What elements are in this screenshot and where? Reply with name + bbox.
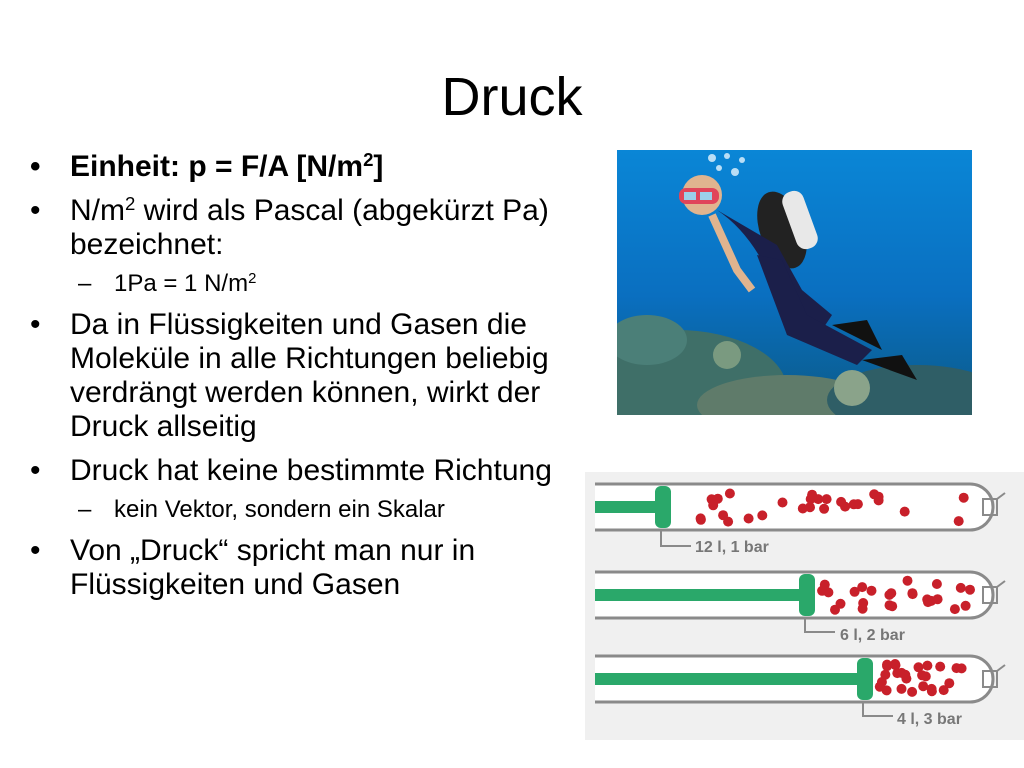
- subbullet-pa-superscript: 2: [248, 270, 257, 287]
- cylinder-label-2: 6 l, 2 bar: [840, 627, 905, 644]
- cylinder-1-rod: [595, 501, 661, 513]
- cylinder-2-molecule: [867, 586, 877, 596]
- cylinder-3-molecule: [897, 684, 907, 694]
- cylinder-1-molecule: [798, 504, 808, 514]
- slide-title: Druck: [441, 67, 583, 127]
- cylinder-3-molecule: [882, 685, 892, 695]
- cylinder-1-molecule: [954, 516, 964, 526]
- cylinder-3-molecule: [935, 662, 945, 672]
- cylinder-2-molecule: [850, 587, 860, 597]
- cylinder-3-molecule: [877, 677, 887, 687]
- cylinder-2-molecule: [858, 604, 868, 614]
- cylinder-3-molecule: [927, 686, 937, 696]
- bullet-unit-superscript: 2: [363, 148, 374, 170]
- cylinder-3-rod: [595, 673, 863, 685]
- bullet-richtung: • Druck hat keine bestimmte Richtung: [30, 454, 600, 488]
- cylinder-2-molecule: [926, 596, 936, 606]
- bullet-allseitig: • Da in Flüssigkeiten und Gasen die Moleküle in alle Richtungen beliebig verdrängt werden können, wirkt der Druck allseitig: [30, 308, 600, 444]
- cylinder-label-3: 4 l, 3 bar: [897, 711, 962, 728]
- cylinder-1-molecule: [713, 494, 723, 504]
- cylinder-1-molecule: [725, 489, 735, 499]
- subbullet-pa-definition: [30, 270, 600, 298]
- cylinder-1-molecule: [778, 498, 788, 508]
- cylinder-2-molecule: [820, 580, 830, 590]
- cylinder-1-molecule: [696, 515, 706, 525]
- subbullet-pa-text: 1Pa = 1 N/m: [114, 270, 249, 297]
- cylinder-2-molecule: [932, 579, 942, 589]
- cylinder-1-molecule: [874, 495, 884, 505]
- bullet-pascal: [30, 194, 600, 262]
- cylinder-1-molecule: [900, 507, 910, 517]
- cylinder-2-rod: [595, 589, 805, 601]
- cylinder-1-molecule: [959, 493, 969, 503]
- bullet-pascal-superscript: 2: [125, 192, 136, 214]
- cylinder-1-molecule: [757, 510, 767, 520]
- cylinder-1-molecule: [718, 510, 728, 520]
- bullet-unit-text: Einheit: p = F/A [N/m: [70, 150, 364, 183]
- bullet-pascal-prefix: N/m: [70, 194, 125, 227]
- cylinder-3-piston: [857, 658, 873, 700]
- cylinder-2-molecule: [908, 589, 918, 599]
- cylinder-3-molecule: [882, 661, 892, 671]
- bullet-fluessigkeiten: • Von „Druck“ spricht man nur in Flüssigkeiten und Gasen: [30, 534, 600, 602]
- cylinder-2-piston: [799, 574, 815, 616]
- cylinder-3-molecule: [917, 670, 927, 680]
- cylinder-2-molecule: [903, 576, 913, 586]
- cylinder-1-molecule: [807, 490, 817, 500]
- cylinder-3-molecule: [918, 681, 928, 691]
- cylinder-1-molecule: [836, 497, 846, 507]
- cylinder-2-molecule: [886, 588, 896, 598]
- cylinder-1-molecule: [819, 504, 829, 514]
- pressure-cylinders-diagram: [585, 472, 1024, 740]
- cylinder-3-molecule: [952, 663, 962, 673]
- cylinder-3-molecule: [922, 661, 932, 671]
- cylinder-2-molecule: [956, 583, 966, 593]
- diver-photo: [617, 150, 972, 415]
- cylinder-1-molecule: [744, 514, 754, 524]
- bullet-unit-suffix: ]: [373, 150, 384, 183]
- cylinder-2-molecule: [961, 601, 971, 611]
- subbullet-skalar: – kein Vektor, sondern ein Skalar: [30, 496, 600, 524]
- cylinder-label-1: 12 l, 1 bar: [695, 539, 769, 556]
- bullet-unit: [30, 150, 600, 184]
- cylinder-2-molecule: [965, 585, 975, 595]
- cylinder-2-molecule: [887, 601, 897, 611]
- cylinder-3-molecule: [944, 678, 954, 688]
- cylinder-3-molecule: [907, 687, 917, 697]
- cylinder-2-molecule: [836, 599, 846, 609]
- cylinder-2-molecule: [950, 604, 960, 614]
- cylinder-3-molecule: [892, 668, 902, 678]
- cylinder-1-piston: [655, 486, 671, 528]
- cylinder-1-molecule: [853, 499, 863, 509]
- bullet-list: [30, 150, 600, 612]
- bullet-pascal-text: wird als Pascal (abgekürzt Pa) bezeichnet:: [70, 194, 549, 261]
